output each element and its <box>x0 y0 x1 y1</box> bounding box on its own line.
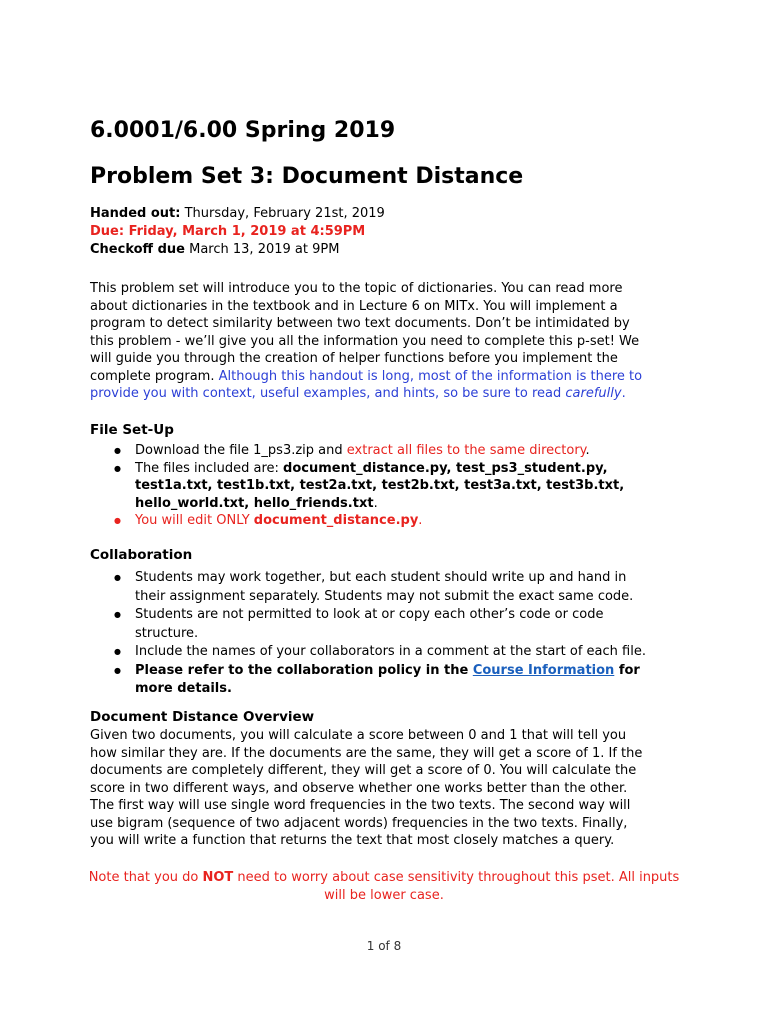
overview-paragraph <box>90 727 650 850</box>
checkoff-label: Checkoff due <box>90 242 185 257</box>
note-emphasis: NOT <box>202 870 234 885</box>
overview-heading: Document Distance Overview <box>90 709 315 725</box>
page-indicator: 1 of 8 <box>366 939 402 953</box>
due-line <box>90 223 385 241</box>
list-item: ● The files included are: document_distance.py, test_ps3_student.py, test1a.txt, test1b.txt, test2a.txt, test2b.txt, test3a.txt, test3b.txt, hello_world.txt, hello_friends.txt. <box>112 460 652 513</box>
collaboration-list <box>112 569 652 699</box>
collaboration-heading: Collaboration <box>90 547 193 563</box>
list-item: ● Students may work together, but each student should write up and hand in their assignment separately. Students may not submit the exact same code. <box>112 569 652 606</box>
intro-text: This problem set will introduce you to the topic of dictionaries. You can read more about dictionaries in the textbook and in Lecture 6 on MITx. You will implement a program to detect similarity between two text documents. Don’t be intimidated by this problem - we’ll give you all the information you need to complete this p-set! We will guide you through the creation of helper functions before you implement the complete program. <box>90 281 640 384</box>
list-item: ● Students are not permitted to look at or copy each other’s code or code structure. <box>112 606 652 643</box>
due-text: Due: Friday, March 1, 2019 at 4:59PM <box>90 224 366 239</box>
course-title: 6.0001/6.00 Spring 2019 <box>90 118 396 143</box>
list-item: ● Download the file 1_ps3.zip and extract all files to the same directory. <box>112 442 652 460</box>
included-files: document_distance.py, test_ps3_student.py, test1a.txt, test1b.txt, test2a.txt, test2b.txt, test3a.txt, test3b.txt, hello_world.txt, hello_friends.txt <box>135 460 625 511</box>
checkoff-value: March 13, 2019 at 9PM <box>189 242 340 257</box>
list-item: ● Please refer to the collaboration policy in the Course Information for more details. <box>112 662 652 699</box>
edit-file: document_distance.py <box>253 513 419 528</box>
handed-out-line: Handed out: Thursday, February 21st, 2019 <box>90 206 385 221</box>
page-title: Problem Set 3: Document Distance <box>90 164 524 189</box>
handed-out-value: Thursday, February 21st, 2019 <box>184 206 385 221</box>
file-setup-heading: File Set-Up <box>90 422 174 438</box>
intro-emphasis: carefully <box>565 386 622 401</box>
list-item: ● You will edit ONLY document_distance.py. <box>112 512 652 530</box>
case-sensitivity-note: Note that you do NOT need to worry about case sensitivity throughout this pset. All inputs will be lower case. <box>88 870 680 903</box>
course-information-link[interactable]: Course Information <box>472 662 615 678</box>
checkoff-line <box>90 241 385 259</box>
intro-paragraph <box>90 280 650 403</box>
handed-out-label: Handed out <box>90 206 176 221</box>
dates-block <box>90 205 385 259</box>
list-item: ● Include the names of your collaborators in a comment at the start of each file. <box>112 643 652 662</box>
overview-text: Given two documents, you will calculate a score between 0 and 1 that will tell you how similar they are. If the documents are the same, they will get a score of 1. If the documents are completely different, they will get a score of 0. You will calculate the score in two different ways, and observe whether one works better than the other. The first way will use single word frequencies in the two texts. The second way will use bigram (sequence of two adjacent words) frequencies in the two texts. Finally, you will write a function that returns the text that most closely matches a query. <box>90 728 643 848</box>
intro-highlight: Although this handout is long, most of the information is there to provide you with context, useful examples, and hints, so be sure to read carefully. <box>90 368 643 401</box>
file-setup-list <box>112 442 652 530</box>
extract-instruction: extract all files to the same directory <box>346 443 586 458</box>
